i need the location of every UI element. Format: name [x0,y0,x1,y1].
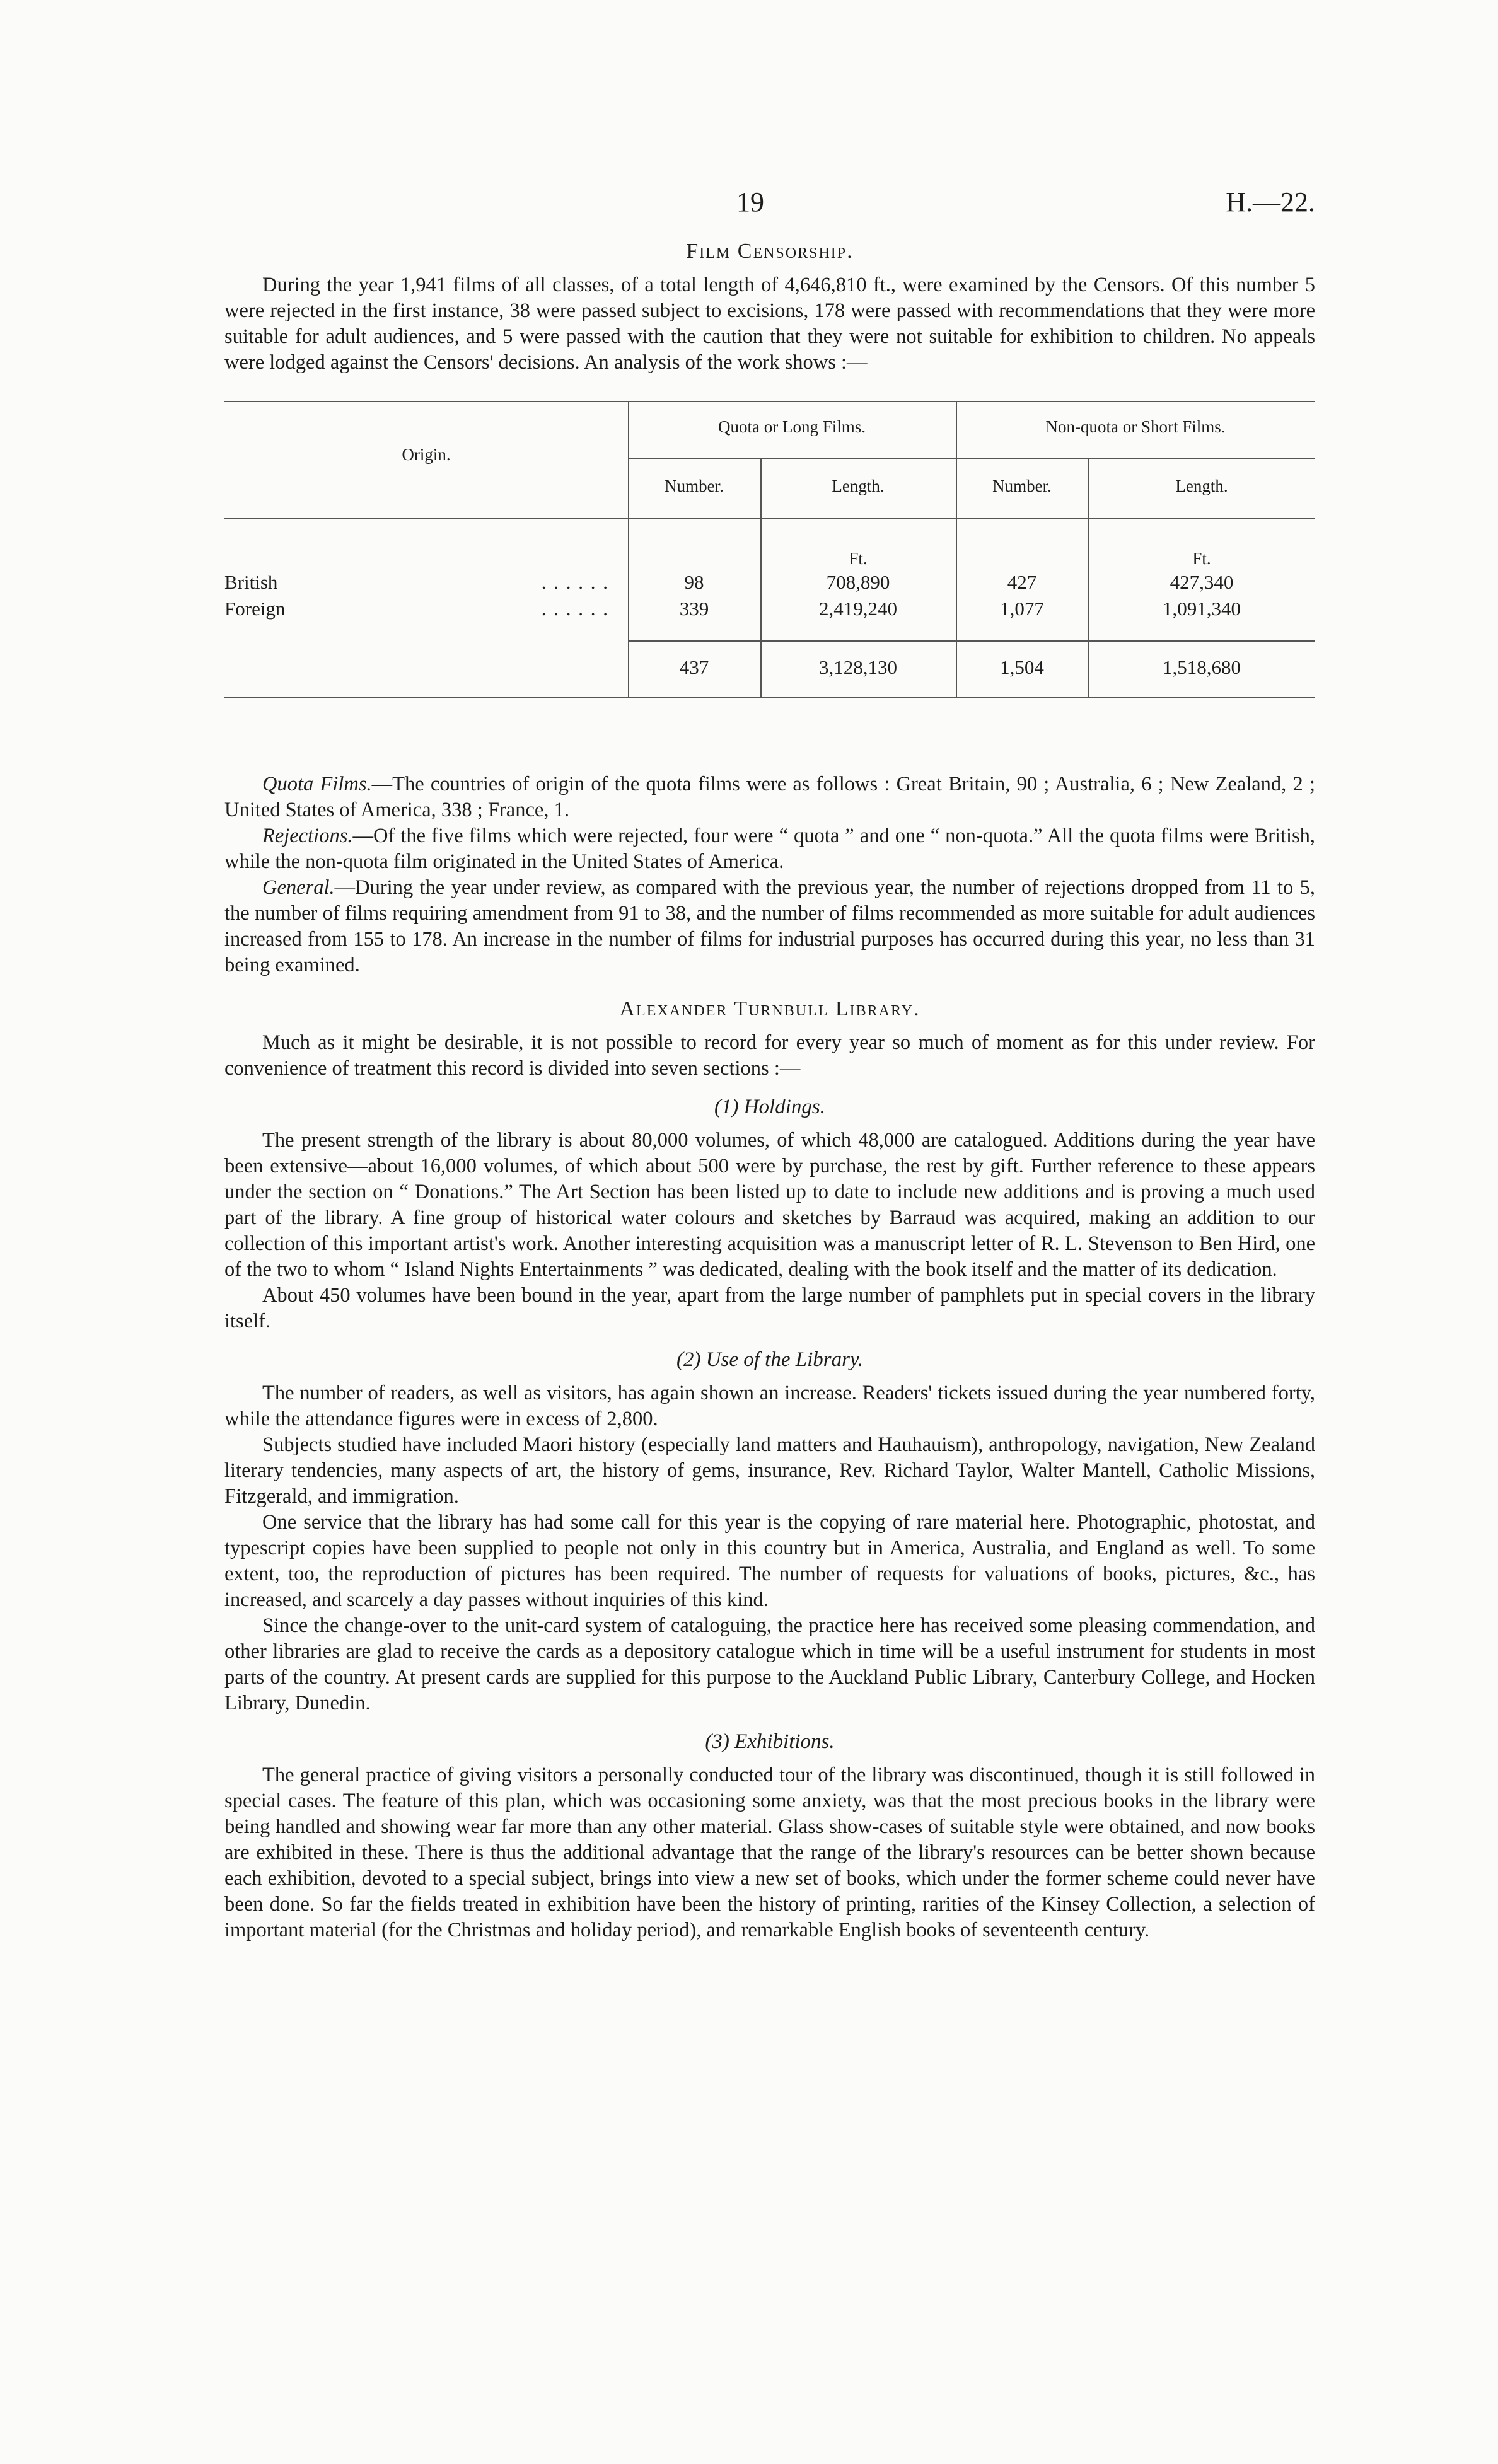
use-subheading: (2) Use of the Library. [676,1348,864,1371]
nonquota-length-cell: 1,091,340 [1163,598,1241,620]
quota-number-header: Number. [665,477,724,495]
nonquota-number-cell: 427 [1007,571,1037,593]
origin-cell: Foreign [224,598,286,620]
binding-paragraph: About 450 volumes have been bound in the year, apart from the large number of pamphlets put in special covers in the library itself. [224,1284,1315,1333]
document-reference: H.—22. [1226,187,1315,217]
holdings-paragraph: The present strength of the library is about 80,000 volumes, of which 48,000 are catalogued. Additions during the year have been extensive—about 16,000 volumes, of which about 500 were by purchase, the rest by gift. Further reference to these appears under the section on “ Donations.” The Art Section has been listed up to date to include new additions and is proving a much used part of the library. A fine group of historical water colours and sketches by Barraud was acquired, making an addition to our collection of this important artist's work. Another interesting acquisition was a manuscript letter of R. L. Stevenson to Ben Hird, one of the two to whom “ Island Nights Entertainments ” was dedicated, dealing with the book itself and the matter of its dedication. [224,1129,1315,1281]
table-row [224,571,1315,598]
nonquota-length-unit: Ft. [1192,549,1211,568]
exhibitions-paragraph: The general practice of giving visitors a personally conducted tour of the library was discontinued, though it is still followed in special cases. The feature of this plan, which was occasioning some anxiety, was that the most precious books in the library were being handled and showing wear far more than any other material. Glass show-cases of suitable style were obtained, and now books are exhibited in these. There is thus the additional advantage that the range of the library's resources can be better shown because each exhibition, devoted to a special subject, brings into view a new set of books, which under the former scheme could never have been done. So far the fields treated in exhibition have been the history of printing, rarities of the Kinsey Collection, a selection of important material (for the Christmas and holiday period), and remarkable English books of seventeenth century. [224,1764,1315,1941]
nonquota-number-header: Number. [992,477,1052,495]
quota-number-cell: 98 [684,571,704,593]
paragraph-text: —During the year under review, as compared with the previous year, the number of rejections dropped from 11 to 5, the number of films requiring amendment from 91 to 38, and the number of films recommended as more suitable for adult audiences increased from 155 to 178. An increase in the number of films for industrial purposes has occurred during this year, no less than 31 being examined. [224,876,1315,976]
quota-length-header: Length. [832,477,885,495]
quota-group-header: Quota or Long Films. [718,417,866,436]
leader-dots: . . . . . . [541,598,609,620]
quota-length-unit: Ft. [849,549,868,568]
main-column [224,240,1315,1943]
paragraph-text: —The countries of origin of the quota films were as follows : Great Britain, 90 ; Australia, 6 ; New Zealand, 2 ; United States of America, 338 ; France, 1. [224,773,1315,821]
page-number: 19 [736,187,764,217]
quota-films-paragraph [224,772,1315,823]
rejections-paragraph [224,823,1315,875]
cataloguing-paragraph: Since the change-over to the unit-card system of cataloguing, the practice here has received some pleasing commendation, and other libraries are glad to receive the cards as a depository catalogue which in time will be a useful instrument for students in most parts of the country. At present cards are supplied for this purpose to the Auckland Public Library, Canterbury College, and Hocken Library, Dunedin. [224,1614,1315,1715]
table-total-row [224,656,1315,683]
table-top-rule [224,401,1315,402]
nonquota-number-total: 1,504 [1000,656,1044,678]
table-divider [628,401,629,697]
table-group-rule [628,458,1315,459]
origin-cell: British [224,571,278,593]
subjects-paragraph: Subjects studied have included Maori history (especially land matters and Hauhauism), anthropology, navigation, New Zealand literary tendencies, many aspects of art, the history of gems, insurance, Rev. Richard Taylor, Walter Mantell, Catholic Missions, Fitzgerald, and immigration. [224,1433,1315,1508]
paragraph-lead: General. [262,876,335,899]
table-bottom-rule [224,697,1315,698]
turnbull-library-heading: Alexander Turnbull Library. [619,997,920,1021]
nonquota-group-header: Non-quota or Short Films. [1045,417,1226,436]
nonquota-length-header: Length. [1175,477,1228,495]
table-header-rule [224,518,1315,519]
table-divider [956,401,957,697]
quota-number-total: 437 [679,656,709,678]
general-paragraph [224,875,1315,978]
paragraph-lead: Rejections. [262,824,353,847]
copying-paragraph: One service that the library has had some call for this year is the copying of rare material here. Photographic, photostat, and typescript copies have been supplied to people not only in this country but in America, Australia, and England as well. To some extent, too, the reproduction of pictures has been required. The number of requests for valuations of books, pictures, &c., has increased, and scarcely a day passes without inquiries of this kind. [224,1511,1315,1611]
leader-dots: . . . . . . [541,571,609,593]
table-row [224,598,1315,624]
table-total-rule [628,640,1315,642]
nonquota-length-total: 1,518,680 [1163,656,1241,678]
exhibitions-subheading: (3) Exhibitions. [705,1730,835,1753]
paragraph-text: —Of the five films which were rejected, four were “ quota ” and one “ non-quota.” All the quota films were British, while the non-quota film originated in the United States of America. [224,824,1315,873]
holdings-subheading: (1) Holdings. [714,1096,825,1118]
quota-length-total: 3,128,130 [819,656,897,678]
paragraph-lead: Quota Films. [262,773,372,795]
nonquota-length-cell: 427,340 [1170,571,1234,593]
quota-number-cell: 339 [679,598,709,620]
quota-length-cell: 708,890 [826,571,890,593]
quota-length-cell: 2,419,240 [819,598,897,620]
film-analysis-table [224,401,1315,735]
film-intro-paragraph: During the year 1,941 films of all classes, of a total length of 4,646,810 ft., were examined by the Censors. Of this number 5 were rejected in the first instance, 38 were passed subject to excisions, 178 were passed with recommendations that they were more suitable for adult audiences, and 5 were passed with the caution that they were not suitable for exhibition to children. No appeals were lodged against the Censors' decisions. An analysis of the work shows :— [224,274,1315,374]
origin-header: Origin. [402,445,451,464]
readers-paragraph: The number of readers, as well as visitors, has again shown an increase. Readers' tickets issued during the year numbered forty, while the attendance figures were in excess of 2,800. [224,1382,1315,1430]
nonquota-number-cell: 1,077 [1000,598,1044,620]
film-censorship-heading: Film Censorship. [686,240,854,263]
library-intro-paragraph: Much as it might be desirable, it is not possible to record for every year so much of moment as for this under review. For convenience of treatment this record is divided into seven sections :— [224,1031,1315,1080]
